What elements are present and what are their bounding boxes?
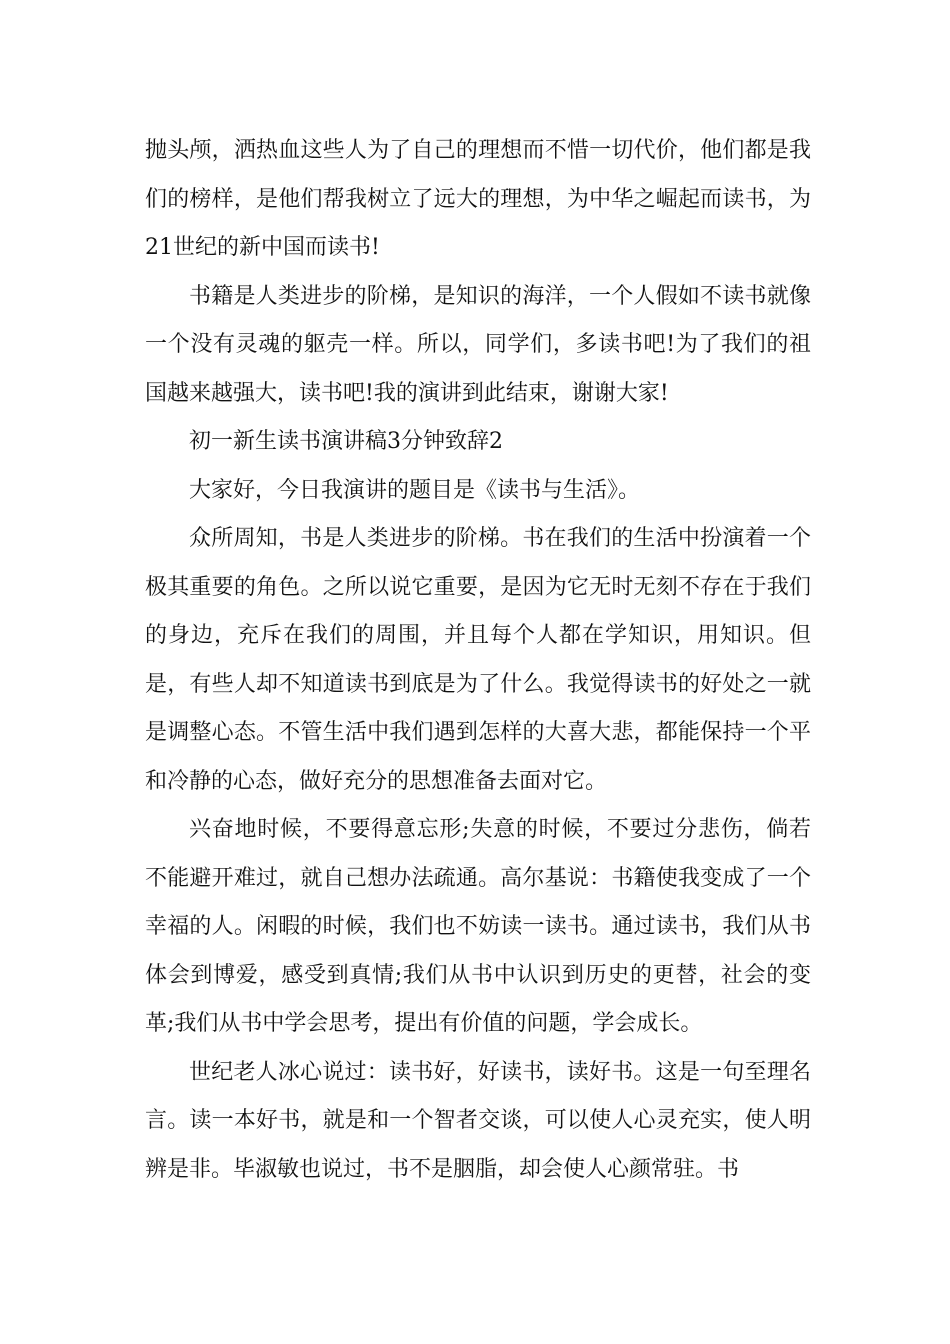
- paragraph: 大家好，今日我演讲的题目是《读书与生活》。: [189, 477, 641, 503]
- paragraph: 世纪老人冰心说过：读书好，好读书，读好书。这是一句至理名言。读一本好书，就是和一个智者交谈，可以使人心灵充实，使人明辨是非。毕淑敏也说过，书不是胭脂，却会使人心颜常驻。书: [145, 1059, 811, 1182]
- paragraph: 书籍是人类进步的阶梯，是知识的海洋，一个人假如不读书就像一个没有灵魂的躯壳一样。所以，同学们，多读书吧!为了我们的祖国越来越强大，读书吧!我的演讲到此结束，谢谢大家!: [145, 283, 811, 406]
- section-heading: 初一新生读书演讲稿3分钟致辞2: [189, 429, 503, 454]
- paragraph: 兴奋地时候，不要得意忘形;失意的时候，不要过分悲伤，倘若不能避开难过，就自己想办法疏通。高尔基说：书籍使我变成了一个幸福的人。闲暇的时候，我们也不妨读一读书。通过读书，我们从书体会到博爱，感受到真情;我们从书中认识到历史的更替，社会的变革;我们从书中学会思考，提出有价值的问题，学会成长。: [145, 817, 811, 1036]
- paragraph: 众所周知，书是人类进步的阶梯。书在我们的生活中扮演着一个极其重要的角色。之所以说它重要，是因为它无时无刻不存在于我们的身边，充斥在我们的周围，并且每个人都在学知识，用知识。但是，有些人却不知道读书到底是为了什么。我觉得读书的好处之一就是调整心态。不管生活中我们遇到怎样的大喜大悲，都能保持一个平和冷静的心态，做好充分的思想准备去面对它。: [145, 526, 811, 794]
- document-body: [145, 127, 811, 1194]
- paragraph: 抛头颅，洒热血这些人为了自己的理想而不惜一切代价，他们都是我们的榜样，是他们帮我树立了远大的理想，为中华之崛起而读书，为21世纪的新中国而读书!: [145, 138, 811, 260]
